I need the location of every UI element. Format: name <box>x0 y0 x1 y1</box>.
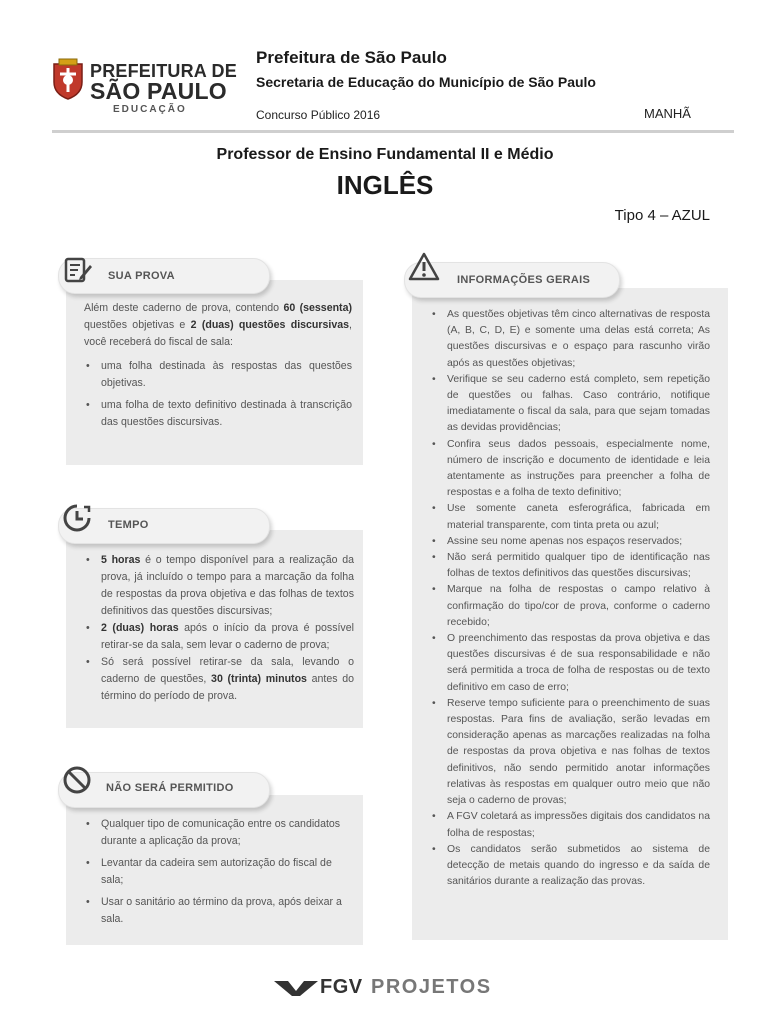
list-item: • Usar o sanitário ao término da prova, após deixar a sala. <box>101 894 354 928</box>
header-divider <box>52 130 734 133</box>
turno-label: MANHÃ <box>644 106 691 121</box>
list-item: • Os candidatos serão submetidos ao sistema de detecção de metais quando do ingresso e da saída de sanitários durante a realização das provas. <box>447 842 710 891</box>
city-crest-icon <box>50 58 86 100</box>
list-item: • Assine seu nome apenas nos espaços reservados; <box>447 534 710 550</box>
informacoes-gerais-content <box>430 307 710 890</box>
list-item: • Levantar da cadeira sem autorização do fiscal de sala; <box>101 855 354 889</box>
prohibited-icon <box>60 763 94 797</box>
list-item: • uma folha destinada às respostas das questões objetivas. <box>101 358 352 392</box>
clock-icon <box>60 501 94 535</box>
sua-prova-list <box>84 358 352 431</box>
edit-document-icon <box>60 253 94 287</box>
disciplina-title: INGLÊS <box>336 170 434 200</box>
list-item: • Qualquer tipo de comunicação entre os candidatos durante a aplicação da prova; <box>101 816 354 850</box>
nao-permitido-list <box>84 816 354 928</box>
tipo-label: Tipo 4 – AZUL <box>614 207 710 224</box>
tempo-list <box>84 552 354 705</box>
list-item: • Marque na folha de respostas o campo relativo à confirmação do tipo/cor de prova, conforme o caderno recebido; <box>447 582 710 631</box>
informacoes-gerais-label: INFORMAÇÕES GERAIS <box>457 274 591 286</box>
list-item: • 5 horas é o tempo disponível para a realização da prova, já incluído o tempo para a marcação da folha de respostas da prova objetiva e das folhas de textos definitivos das questões discursivas; <box>101 552 354 620</box>
footer-brand-fgv: FGV <box>320 976 363 998</box>
list-item: • O preenchimento das respostas da prova objetiva e das questões discursivas é de sua responsabilidade e não será permitida a troca de folha de respostas ou de texto definitivo em caso de erro; <box>447 631 710 696</box>
logo-line-2: SÃO PAULO <box>90 78 227 104</box>
list-item: • Não será permitido qualquer tipo de identificação nas folhas de textos definitivos das questões discursivas; <box>447 550 710 582</box>
sua-prova-label: SUA PROVA <box>108 270 175 282</box>
informacoes-gerais-list <box>430 307 710 890</box>
tempo-label: TEMPO <box>108 519 149 531</box>
nao-permitido-label: NÃO SERÁ PERMITIDO <box>106 782 234 794</box>
footer-brand-projetos: PROJETOS <box>371 976 492 998</box>
nao-permitido-content <box>84 816 354 933</box>
warning-icon <box>407 250 441 284</box>
fgv-projetos-logo <box>274 976 504 1000</box>
concurso-label: Concurso Público 2016 <box>256 108 381 122</box>
list-item: • 2 (duas) horas após o início da prova é possível retirar-se da sala, sem levar o caderno de prova; <box>101 620 354 654</box>
logo-line-3: EDUCAÇÃO <box>113 104 187 115</box>
list-item: • Verifique se seu caderno está completo, sem repetição de questões ou falhas. Caso contrário, notifique imediatamente o fiscal da sala, para que sejam tomadas as devidas providências; <box>447 372 710 437</box>
list-item: • Confira seus dados pessoais, especialmente nome, número de inscrição e documento de identidade e leia atentamente as instruções para preencher a folha de respostas e a folha de texto definitivo; <box>447 437 710 502</box>
sua-prova-intro: Além deste caderno de prova, contendo 60 (sessenta) questões objetivas e 2 (duas) questões discursivas, você receberá do fiscal de sala: <box>84 302 353 348</box>
list-item: • uma folha de texto definitivo destinada à transcrição das questões discursivas. <box>101 397 352 431</box>
list-item: • As questões objetivas têm cinco alternativas de resposta (A, B, C, D, E) e somente uma delas está correta; As questões discursivas e o espaço para rascunho virão após as questões objetivas; <box>447 307 710 372</box>
prefeitura-logo <box>50 58 245 118</box>
tempo-content <box>84 552 354 705</box>
list-item: • Use somente caneta esferográfica, fabricada em material transparente, com tinta preta ou azul; <box>447 501 710 533</box>
fgv-chevron-icon <box>274 979 318 997</box>
list-item: • Reserve tempo suficiente para o preenchimento de suas respostas. Para fins de avaliação, serão levadas em consideração apenas as marcações realizadas na folha de respostas da prova objetiva e nas folhas de textos definitivos, não sendo permitido anotar informações relativas às respostas em qualquer outro meio que não seja o caderno de provas; <box>447 696 710 809</box>
cargo-title: Professor de Ensino Fundamental II e Médio <box>216 146 554 163</box>
list-item: • Só será possível retirar-se da sala, levando o caderno de questões, 30 (trinta) minutos antes do término do período de prova. <box>101 654 354 705</box>
logo-line-1: PREFEITURA DE <box>90 61 237 81</box>
header-title: Prefeitura de São Paulo <box>256 48 447 67</box>
header-subtitle: Secretaria de Educação do Município de São Paulo <box>256 74 596 90</box>
list-item: • A FGV coletará as impressões digitais dos candidatos na folha de respostas; <box>447 809 710 841</box>
sua-prova-content <box>84 300 352 436</box>
